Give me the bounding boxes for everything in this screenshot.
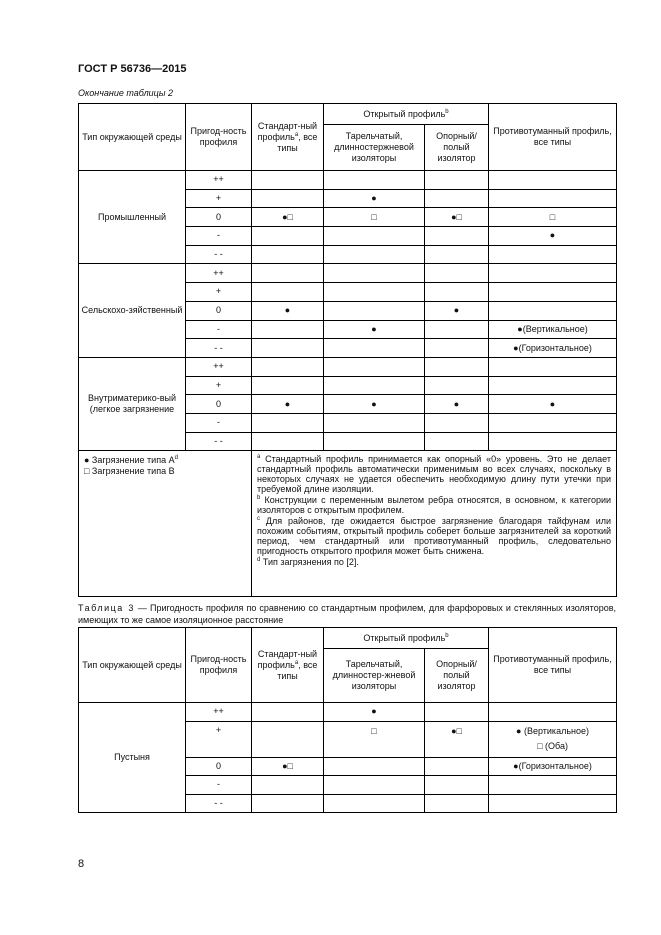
suitability-table-2: [78, 103, 617, 597]
suitability-cell: 0: [186, 208, 252, 227]
fog-cell: [489, 413, 617, 432]
standard-cell: [252, 320, 324, 339]
plate-cell: [324, 339, 425, 358]
table-row: [79, 264, 617, 283]
plate-cell: [324, 432, 425, 451]
table-row: [79, 357, 617, 376]
fog-cell: [489, 245, 617, 264]
suitability-cell: - -: [186, 339, 252, 358]
suitability-cell: ++: [186, 703, 252, 722]
fog-cell: ●(Вертикальное): [489, 320, 617, 339]
support-cell: ●□: [425, 721, 489, 757]
standard-cell: [252, 721, 324, 757]
pollution-legend: [79, 451, 252, 597]
suitability-cell: -: [186, 413, 252, 432]
plate-cell: □: [324, 208, 425, 227]
fog-cell: [489, 283, 617, 302]
support-cell: [425, 357, 489, 376]
table-3-caption: Таблица 3 — Пригодность профиля по сравнению со стандартным профилем, для фарфоровых и стеклянных изоляторов, имеющих то же самое изоляционное расстояние: [78, 603, 616, 625]
suitability-cell: - -: [186, 432, 252, 451]
environment-cell: Промышленный: [79, 171, 186, 264]
support-cell: [425, 776, 489, 795]
plate-cell: ●: [324, 395, 425, 414]
support-cell: [425, 757, 489, 776]
suitability-cell: +: [186, 189, 252, 208]
header-open-profile: Открытый профиль$^b$: [324, 628, 489, 649]
fog-cell: ●(Горизонтальное): [489, 757, 617, 776]
header-open-profile: Открытый профиль$^b$: [324, 104, 489, 125]
page-number: 8: [78, 858, 85, 870]
standard-cell: [252, 339, 324, 358]
standard-cell: ●: [252, 395, 324, 414]
environment-cell: Внутриматерико-вый (легкое загрязнение: [79, 357, 186, 450]
standard-cell: [252, 264, 324, 283]
fog-vertical: ● (Вертикальное): [516, 726, 589, 736]
header-standard-profile: Стандарт-ный профиль$^a$, все типы: [252, 104, 324, 171]
plate-cell: [324, 376, 425, 395]
suitability-cell: 0: [186, 395, 252, 414]
document-header: ГОСТ Р 56736—2015: [78, 63, 187, 75]
fog-cell: [489, 171, 617, 190]
standard-cell: [252, 283, 324, 302]
standard-cell: [252, 703, 324, 722]
suitability-cell: +: [186, 721, 252, 757]
table-continuation-label: Окончание таблицы 2: [78, 88, 173, 98]
standard-cell: [252, 245, 324, 264]
table-row: [79, 703, 617, 722]
table-footnotes: [252, 451, 617, 597]
plate-cell: [324, 227, 425, 246]
plate-cell: [324, 776, 425, 795]
header-profile-suitability: Пригод-ность профиля: [186, 104, 252, 171]
plate-cell: ●: [324, 189, 425, 208]
header-environment-type: Тип окружающей среды: [79, 628, 186, 703]
standard-cell: ●□: [252, 208, 324, 227]
suitability-cell: - -: [186, 794, 252, 813]
standard-cell: [252, 794, 324, 813]
fog-cell: [489, 432, 617, 451]
support-cell: [425, 264, 489, 283]
suitability-table-3: [78, 627, 617, 813]
fog-cell: ●: [489, 227, 617, 246]
support-cell: ●□: [425, 208, 489, 227]
header-plate-longrod: Тарельчатый, длинностержневой изоляторы: [324, 125, 425, 171]
legend-type-b: □ Загрязнение типа В: [84, 466, 175, 477]
support-cell: [425, 703, 489, 722]
standard-cell: [252, 171, 324, 190]
standard-cell: [252, 413, 324, 432]
support-cell: [425, 189, 489, 208]
footnote-a: $^a$ Стандартный профиль принимается как опорный «0» уровень. Это не делает стандартный профиль автоматически применимым во всех случаях, поскольку в некоторых случаях не удается обеспечить необходимую длину пути утечки при требуемой длине изоляции.: [257, 454, 612, 495]
plate-cell: [324, 794, 425, 813]
footnote-d: $^d$ Тип загрязнения по [2].: [257, 557, 359, 568]
suitability-cell: -: [186, 776, 252, 795]
suitability-cell: +: [186, 283, 252, 302]
fog-cell: [489, 376, 617, 395]
header-profile-suitability: Пригод-ность профиля: [186, 628, 252, 703]
footnote-b: $^b$ Конструкции с переменным вылетом ребра относятся, в основном, к категории изоляторов с открытым профилем.: [257, 495, 612, 516]
fog-cell: [489, 301, 617, 320]
support-cell: [425, 413, 489, 432]
plate-cell: [324, 245, 425, 264]
header-environment-type: Тип окружающей среды: [79, 104, 186, 171]
environment-cell: Сельскохо-зяйственный: [79, 264, 186, 357]
support-cell: [425, 432, 489, 451]
header-plate-longrod: Тарельчатый, длинностер-жневой изоляторы: [324, 649, 425, 703]
support-cell: [425, 339, 489, 358]
standard-cell: [252, 776, 324, 795]
plate-cell: □: [324, 721, 425, 757]
header-standard-profile: Стандарт-ный профиль$^a$, все типы: [252, 628, 324, 703]
standard-cell: ●: [252, 301, 324, 320]
support-cell: ●: [425, 395, 489, 414]
legend-type-a: ● Загрязнение типа $А^d$: [84, 455, 178, 466]
support-cell: ●: [425, 301, 489, 320]
plate-cell: [324, 301, 425, 320]
support-cell: [425, 283, 489, 302]
standard-cell: [252, 357, 324, 376]
support-cell: [425, 227, 489, 246]
standard-cell: ●□: [252, 757, 324, 776]
suitability-cell: ++: [186, 171, 252, 190]
standard-cell: [252, 376, 324, 395]
suitability-cell: -: [186, 320, 252, 339]
table-row: [79, 171, 617, 190]
support-cell: [425, 320, 489, 339]
plate-cell: [324, 413, 425, 432]
fog-cell: □: [489, 208, 617, 227]
footnote-c: $^c$ Для районов, где ожидается быстрое загрязнение благодаря тайфунам или похожим событиям, открытый профиль соберет больше загрязнителей за короткий период, чем стандартный или противотуманный профиль, следовательно пригодность открытого профиля может быть снижена.: [257, 516, 612, 557]
plate-cell: [324, 757, 425, 776]
header-support-hollow: Опорный/ полый изолятор: [425, 125, 489, 171]
fog-cell: [489, 721, 617, 757]
header-support-hollow: Опорный/ полый изолятор: [425, 649, 489, 703]
header-fog-profile: Противотуманный профиль, все типы: [489, 628, 617, 703]
fog-cell: [489, 703, 617, 722]
fog-cell: [489, 189, 617, 208]
plate-cell: [324, 283, 425, 302]
support-cell: [425, 171, 489, 190]
plate-cell: [324, 357, 425, 376]
standard-cell: [252, 432, 324, 451]
fog-cell: [489, 264, 617, 283]
plate-cell: ●: [324, 703, 425, 722]
suitability-cell: +: [186, 376, 252, 395]
suitability-cell: ++: [186, 357, 252, 376]
suitability-cell: - -: [186, 245, 252, 264]
header-fog-profile: Противотуманный профиль, все типы: [489, 104, 617, 171]
plate-cell: ●: [324, 320, 425, 339]
fog-cell: ●: [489, 395, 617, 414]
support-cell: [425, 376, 489, 395]
environment-cell: Пустыня: [79, 703, 186, 813]
support-cell: [425, 794, 489, 813]
support-cell: [425, 245, 489, 264]
standard-cell: [252, 227, 324, 246]
suitability-cell: 0: [186, 301, 252, 320]
standard-cell: [252, 189, 324, 208]
fog-cell: [489, 794, 617, 813]
suitability-cell: ++: [186, 264, 252, 283]
fog-both: □ (Оба): [537, 741, 568, 751]
suitability-cell: -: [186, 227, 252, 246]
plate-cell: [324, 264, 425, 283]
suitability-cell: 0: [186, 757, 252, 776]
plate-cell: [324, 171, 425, 190]
fog-cell: [489, 776, 617, 795]
fog-cell: ●(Горизонтальное): [489, 339, 617, 358]
fog-cell: [489, 357, 617, 376]
